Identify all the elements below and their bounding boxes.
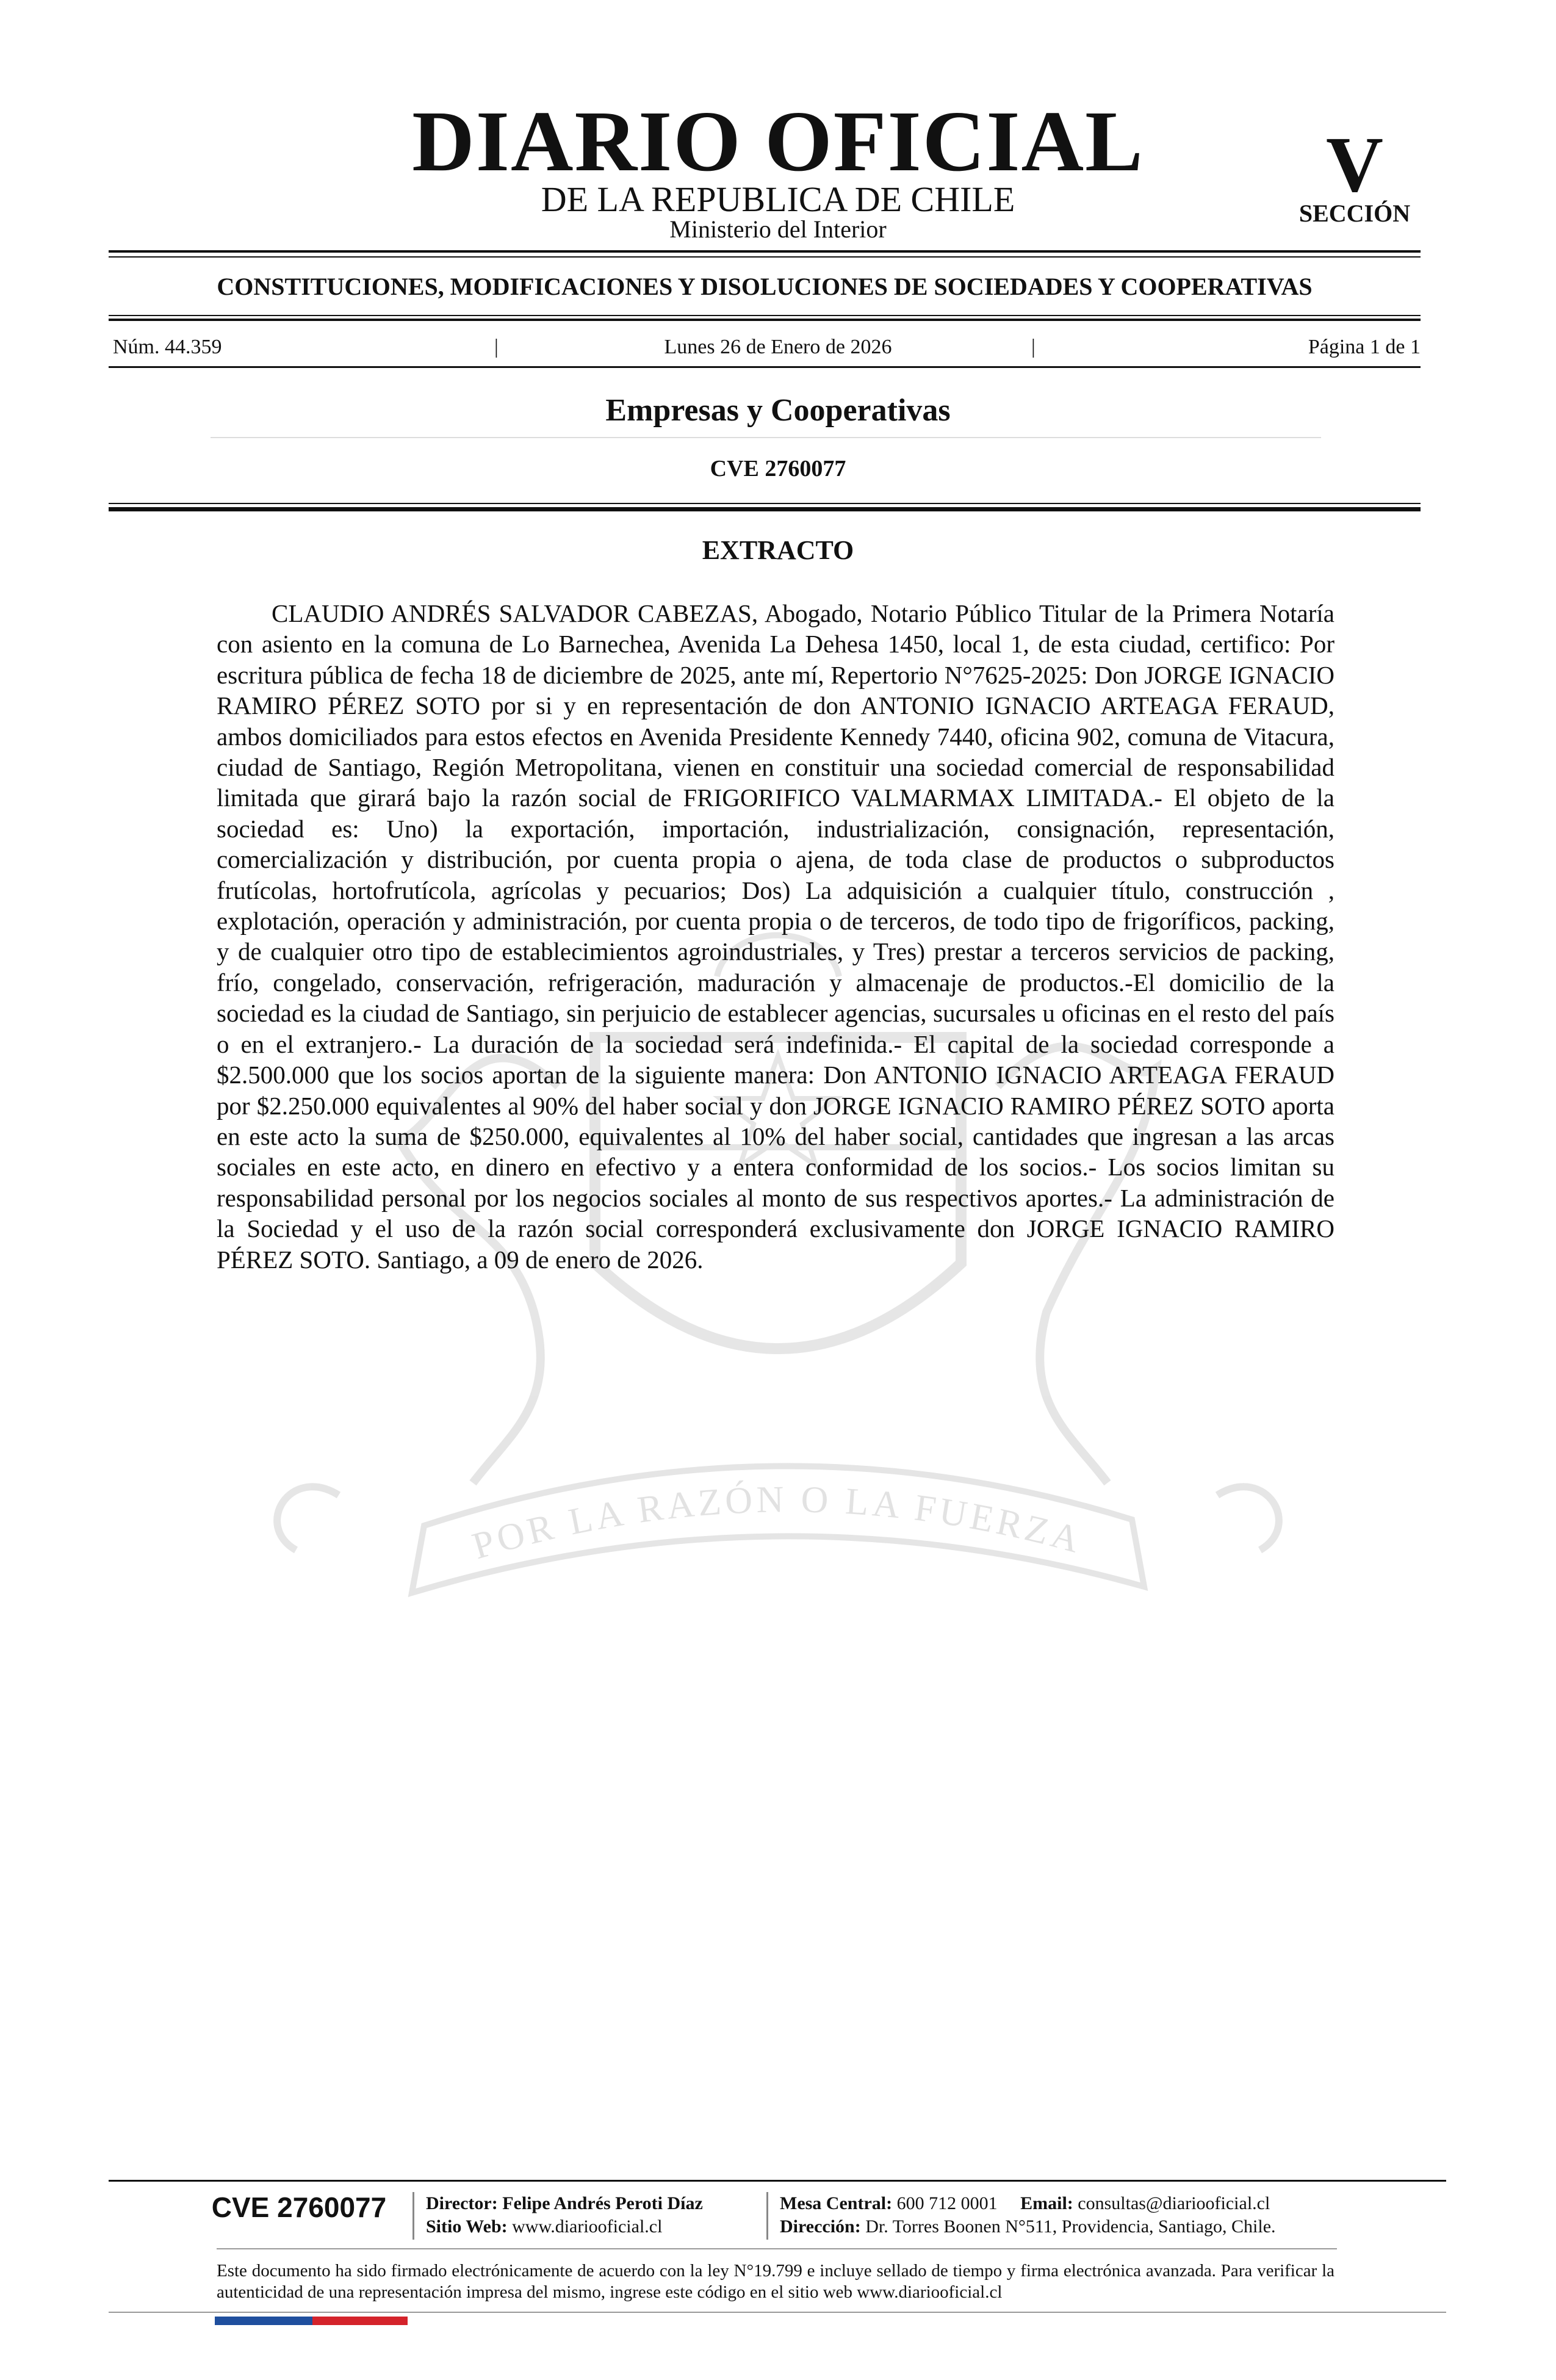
masthead-ministry: Ministerio del Interior [669,215,887,243]
footer-legal-notice: Este documento ha sido firmado electrónicamente de acuerdo con la ley N°19.799 e incluye sellado de tiempo y firma electrónica avanzada. Para verificar la autenticidad de una representación impresa del mismo, ingrese este código en el sitio web www.diariooficial.cl [217,2261,1334,2302]
footer-director [426,2192,703,2215]
footer-contact [780,2192,1270,2215]
masthead-subtitle: DE LA REPUBLICA DE CHILE [541,179,1015,219]
address-value: Dr. Torres Boonen N°511, Providencia, Santiago, Chile. [865,2216,1276,2237]
banner-rule-thin [109,315,1421,316]
footer-divider [217,2248,1337,2249]
issue-date: Lunes 26 de Enero de 2026 [664,336,892,358]
banner-rule [109,319,1421,321]
footer-separator [412,2192,414,2240]
section-word: SECCIÓN [1298,200,1411,227]
section-letter: V [1326,121,1383,209]
category-divider [211,437,1321,438]
document-body: CLAUDIO ANDRÉS SALVADOR CABEZAS, Abogado, Notario Público Titular de la Primera Notaría con asiento en la comuna de Lo Barnechea, Avenida La Dehesa 1450, local 1, de esta ciudad, certifico: Por escritura pública de fecha 18 de diciembre de 2025, ante mí, Repertorio N°7625-2025: Don JORGE IGNACIO RAMIRO PÉREZ SOTO por si y en representación de don ANTONIO IGNACIO ARTEAGA FERAUD, ambos domiciliados para estos efectos en Avenida Presidente Kennedy 7440, oficina 902, comuna de Vitacura, ciudad de Santiago, Región Metropolitana, vienen en constituir una sociedad comercial de responsabilidad limitada que girará bajo la razón social de FRIGORIFICO VALMARMAX LIMITADA.- El objeto de la sociedad es: Uno) la exportación, importación, industrialización, consignación, representación, comercialización y distribución, por cuenta propia o ajena, de toda clase de productos o subproductos frutícolas, hortofrutícola, agrícolas y pecuarios; Dos) La adquisición a cualquier título, construcción , explotación, operación y administración, por cuenta propia o de terceros, de todo tipo de frigoríficos, packing, y de cualquier otro tipo de establecimientos agroindustriales, y Tres) prestar a terceros servicios de packing, frío, congelado, conservación, refrigeración, maduración y almacenaje de productos.-El domicilio de la sociedad es la ciudad de Santiago, sin perjuicio de establecer agencias, sucursales u oficinas en el resto del país o en el extranjero.- La duración de la sociedad será indefinida.- El capital de la sociedad corresponde a $2.500.000 que los socios aportan de la siguiente manera: Don ANTONIO IGNACIO ARTEAGA FERAUD por $2.250.000 equivalentes al 90% del haber social y don JORGE IGNACIO RAMIRO PÉREZ SOTO aporta en este acto la suma de $250.000, equivalentes al 10% del haber social, cantidades que ingresan a las arcas sociales en este acto, en dinero en efectivo y a entera conformidad de los socios.- Los socios limitan su responsabilidad personal por los negocios sociales al monto de sus respectivos aportes.- La administración de la Sociedad y el uso de la razón social corresponderá exclusivamente don JORGE IGNACIO RAMIRO PÉREZ SOTO. Santiago, a 09 de enero de 2026. [217,599,1334,1274]
cve-code: CVE 2760077 [710,456,846,481]
phone-value: 600 712 0001 [896,2193,998,2213]
phone-label: Mesa Central: [780,2193,893,2213]
issue-page: Página 1 de 1 [1308,336,1421,358]
email-link[interactable]: consultas@diariooficial.cl [1078,2193,1270,2213]
footer-address [780,2215,1276,2238]
footer-cve-code: CVE 2760077 [211,2191,387,2223]
issue-separator: | [1031,336,1036,358]
flag-stripe-red [312,2317,408,2325]
director-label: Director: [426,2193,498,2213]
header-rule-thin [109,256,1421,258]
category-title: Empresas y Cooperativas [605,393,951,428]
email-label: Email: [1020,2193,1073,2213]
cve-rule [109,507,1421,511]
issue-number: Núm. 44.359 [113,336,222,358]
cve-rule-thin [109,503,1421,504]
watermark-motto: POR LA RAZÓN O LA FUERZA [467,1479,1088,1568]
issue-rule [109,366,1421,368]
flag-stripe-blue [215,2317,312,2325]
website-label: Sitio Web: [426,2216,508,2237]
document-heading: EXTRACTO [702,535,854,565]
footer-website [426,2215,662,2238]
director-value: Felipe Andrés Peroti Díaz [502,2193,703,2213]
section-banner: CONSTITUCIONES, MODIFICACIONES Y DISOLUCIONES DE SOCIEDADES Y COOPERATIVAS [217,273,1313,300]
website-link[interactable]: www.diariooficial.cl [512,2216,663,2237]
header-rule [109,250,1421,253]
footer-separator [766,2192,768,2240]
footer-bottom-rule [109,2312,1446,2313]
issue-separator: | [494,336,499,358]
address-label: Dirección: [780,2216,861,2237]
masthead-title: DIARIO OFICIAL [412,93,1144,189]
footer-rule [109,2180,1446,2182]
